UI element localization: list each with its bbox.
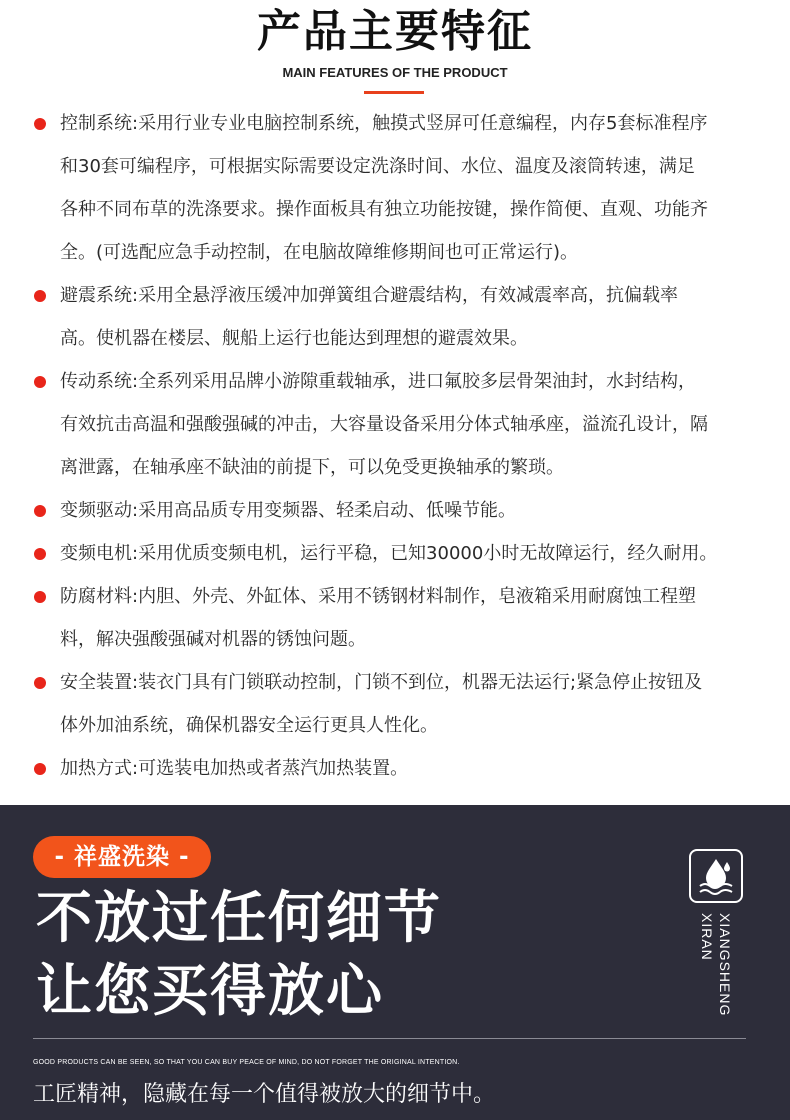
tagline-chinese: 工匠精神，隐藏在每一个值得被放大的细节中。	[33, 1082, 496, 1107]
page-subtitle: MAIN FEATURES OF THE PRODUCT	[282, 65, 508, 80]
bullet-dot-icon	[34, 118, 46, 130]
water-drop-icon	[697, 856, 735, 896]
feature-item-vfd-motor	[0, 532, 790, 575]
feature-item-safety	[0, 661, 790, 747]
banner-headline-1: 不放过任何细节	[36, 886, 442, 951]
title-underline	[364, 91, 424, 94]
divider	[33, 1038, 746, 1039]
feature-text: 加热方式:可选装电加热或者蒸汽加热装置。	[60, 758, 409, 779]
bullet-dot-icon	[34, 763, 46, 775]
feature-text: 防腐材料:内胆、外壳、外缸体、采用不锈钢材料制作，皂液箱采用耐腐蚀工程塑 料，解决强酸强碱对机器的锈蚀问题。	[60, 586, 697, 650]
bullet-dot-icon	[34, 376, 46, 388]
feature-item-shock-absorption	[0, 274, 790, 360]
feature-text: 变频驱动:采用高品质专用变频器、轻柔启动、低噪节能。	[60, 500, 517, 521]
feature-list	[0, 102, 790, 790]
feature-text: 避震系统:采用全悬浮液压缓冲加弹簧组合避震结构，有效减震率高，抗偏载率 高。使机器在楼层、舰船上运行也能达到理想的避震效果。	[60, 285, 679, 349]
feature-text: 控制系统:采用行业专业电脑控制系统，触摸式竖屏可任意编程，内存5套标准程序 和30套可编程序，可根据实际需要设定洗涤时间、水位、温度及滚筒转速，满足 各种不同布草的洗涤要求。操作面板具有独立功能按键，操作简便、直观、功能齐 全。(可选配应急手动控制，在电脑故障维修期间也可正常运行)。	[60, 113, 708, 263]
detail-banner	[0, 805, 790, 1120]
bullet-dot-icon	[34, 548, 46, 560]
bullet-dot-icon	[34, 290, 46, 302]
bullet-dot-icon	[34, 505, 46, 517]
bullet-dot-icon	[34, 591, 46, 603]
bullet-dot-icon	[34, 677, 46, 689]
tagline-english: GOOD PRODUCTS CAN BE SEEN, SO THAT YOU CAN BUY PEACE OF MIND, DO NOT FORGET THE ORIGINAL INTENTION.	[33, 1059, 460, 1066]
feature-item-anticorrosion	[0, 575, 790, 661]
feature-item-vfd-drive	[0, 489, 790, 532]
feature-text: 安全装置:装衣门具有门锁联动控制，门锁不到位，机器无法运行;紧急停止按钮及 体外加油系统，确保机器安全运行更具人性化。	[60, 672, 703, 736]
feature-item-transmission	[0, 360, 790, 489]
feature-item-control-system	[0, 102, 790, 274]
feature-item-heating	[0, 747, 790, 790]
feature-text: 变频电机:采用优质变频电机，运行平稳，已知30000小时无故障运行，经久耐用。	[60, 543, 718, 564]
brand-tag-pill: - 祥盛洗染 -	[33, 836, 211, 878]
page-title: 产品主要特征	[257, 6, 533, 57]
brand-logo	[689, 849, 743, 903]
banner-headline-2: 让您买得放心	[36, 959, 384, 1024]
brand-vertical-text-2: XIANGSHENG	[717, 913, 733, 1017]
brand-vertical-text-1: XIRAN	[699, 913, 715, 961]
feature-text: 传动系统:全系列采用品牌小游隙重载轴承，进口氟胶多层骨架油封，水封结构， 有效抗击高温和强酸强碱的冲击，大容量设备采用分体式轴承座，溢流孔设计，隔 离泄露，在轴承座不缺油的前提下，可以免受更换轴承的繁琐。	[60, 371, 708, 478]
